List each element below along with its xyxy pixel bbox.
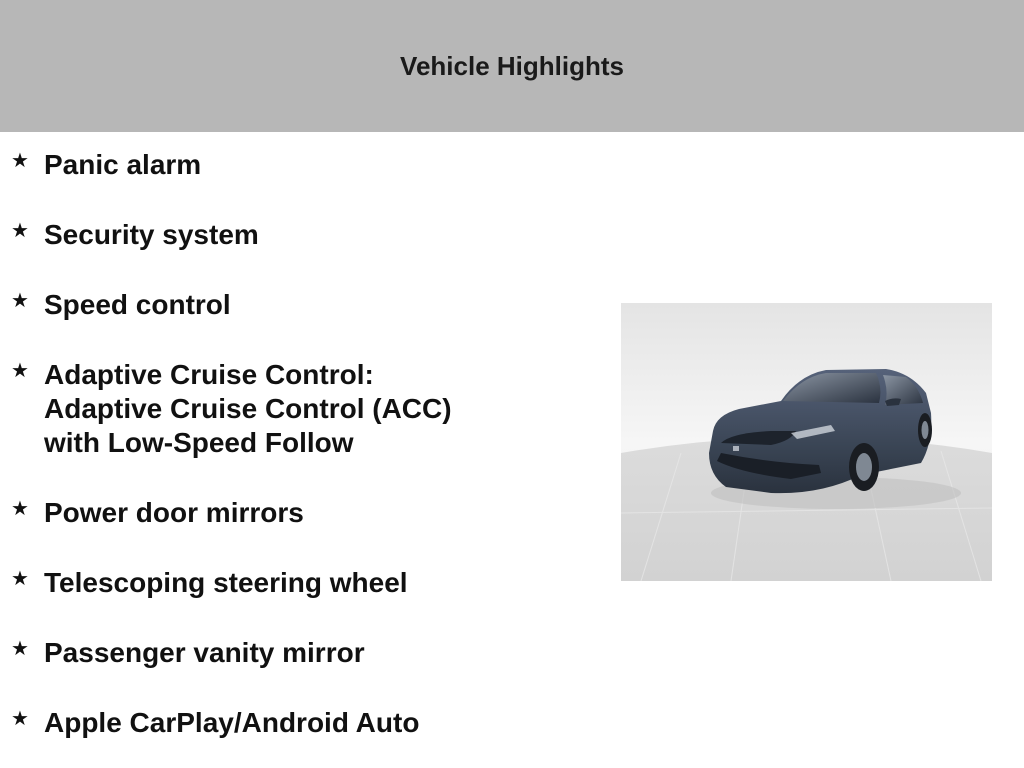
vehicle-photo xyxy=(621,303,992,581)
feature-item xyxy=(0,636,600,670)
star-icon: ★ xyxy=(11,290,29,312)
feature-label-line-3: with Low-Speed Follow xyxy=(44,427,354,458)
star-icon: ★ xyxy=(11,568,29,590)
feature-item xyxy=(0,288,600,322)
feature-item xyxy=(0,496,600,530)
feature-label: Panic alarm xyxy=(44,149,202,180)
feature-item xyxy=(0,218,600,252)
feature-item xyxy=(0,148,600,182)
header-bar xyxy=(0,0,1024,132)
star-icon: ★ xyxy=(11,150,29,172)
star-icon: ★ xyxy=(11,498,29,520)
feature-label: Power door mirrors xyxy=(44,497,304,528)
feature-label: Security system xyxy=(44,219,259,250)
feature-label: Adaptive Cruise Control: xyxy=(44,359,374,390)
feature-label-line-2: Adaptive Cruise Control (ACC) xyxy=(44,393,452,424)
star-icon: ★ xyxy=(11,220,29,242)
feature-list xyxy=(0,148,600,768)
star-icon: ★ xyxy=(11,708,29,730)
star-icon: ★ xyxy=(11,360,29,382)
feature-item xyxy=(0,358,600,460)
feature-item xyxy=(0,706,600,740)
feature-item xyxy=(0,566,600,600)
feature-label: Speed control xyxy=(44,289,231,320)
feature-label: Apple CarPlay/Android Auto xyxy=(44,707,420,738)
page-title: Vehicle Highlights xyxy=(400,51,624,81)
star-icon: ★ xyxy=(11,638,29,660)
feature-label: Telescoping steering wheel xyxy=(44,567,408,598)
feature-label: Passenger vanity mirror xyxy=(44,637,365,668)
